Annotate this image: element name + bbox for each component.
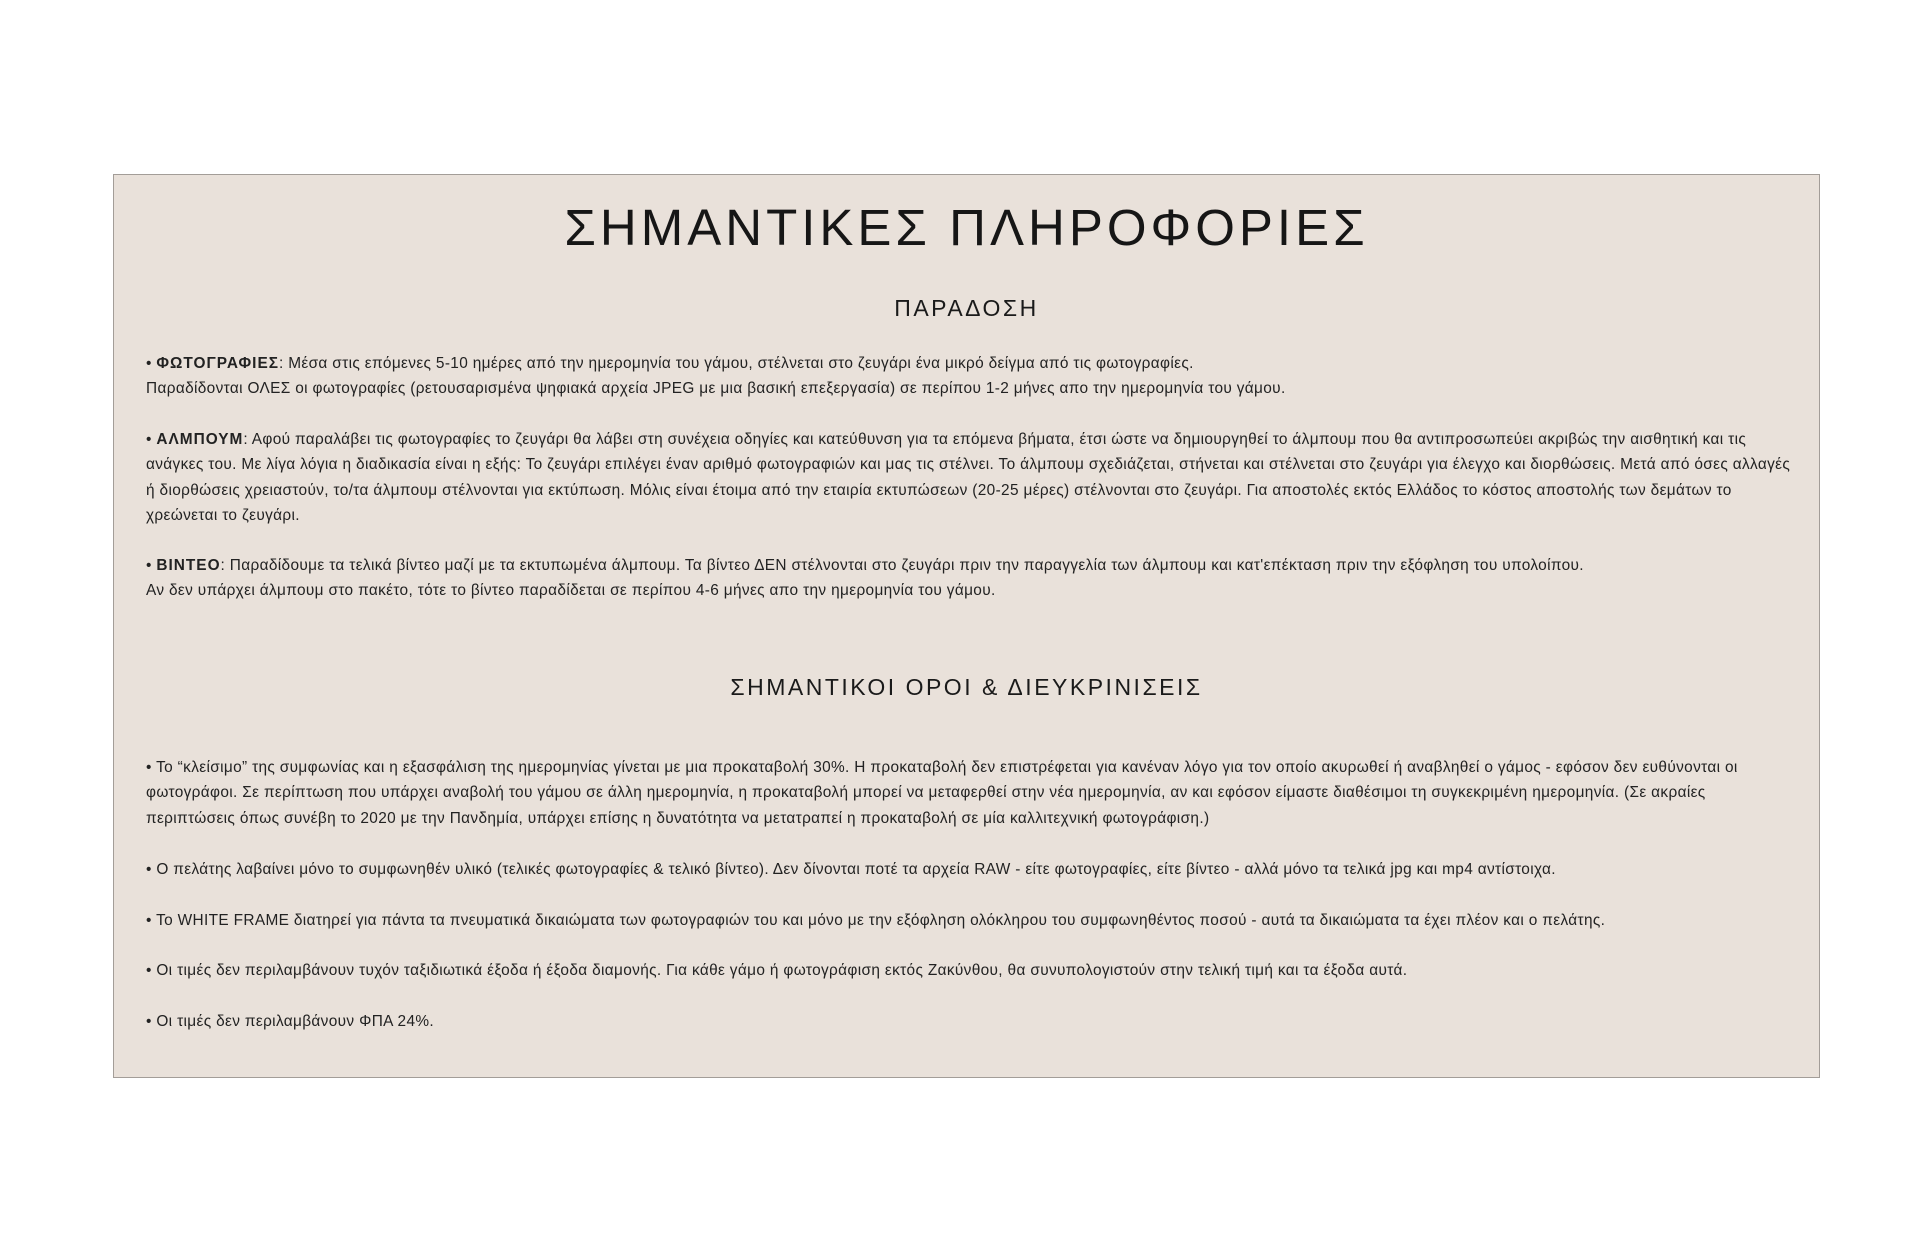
video-text-1: : Παραδίδουμε τα τελικά βίντεο μαζί με τα εκτυπωμένα άλμπουμ. Τα βίντεο ΔΕΝ στέλνονται στο ζευγάρι πριν την παραγγελία των άλμπουμ και κατ'επέκταση πριν την εξόφληση του υπολοίπου. [220, 557, 1584, 574]
video-line-1 [146, 553, 1796, 578]
album-label: ΑΛΜΠΟΥΜ [156, 431, 244, 448]
terms-heading: ΣΗΜΑΝΤΙΚΟΙ ΟΡΟΙ & ΔΙΕΥΚΡΙΝΙΣΕΙΣ [730, 674, 1203, 700]
album-body: : Αφού παραλάβει τις φωτογραφίες το ζευγάρι θα λάβει στη συνέχεια οδηγίες και κατεύθυνση για τα επόμενα βήματα, έτσι ώστε να δημιουργηθεί το άλμπουμ που θα αντιπροσωπεύει ακριβώς την αισθητική και τις ανάγκες του. Με λίγα λόγια η διαδικασία είναι η εξής: Το ζευγάρι επιλέγει έναν αριθμό φωτογραφιών και μας τις στέλνει. Το άλμπουμ σχεδιάζεται, στήνεται και στέλνεται στο ζευγάρι για έλεγχο και διορθώσεις. Μετά από όσες αλλαγές ή διορθώσεις χρειαστούν, το/τα άλμπουμ στέλνονται για εκτύπωση. Μόλις είναι έτοιμα από την εταιρία εκτυπώσεων (20-25 μέρες) στέλνονται στο ζευγάρι. Για αποστολές εκτός Ελλάδος το κόστος αποστολής των δεμάτων το χρεώνεται το ζευγάρι. [146, 431, 1791, 524]
terms-item-deposit [146, 755, 1796, 831]
terms-item-text: • Οι τιμές δεν περιλαμβάνουν ΦΠΑ 24%. [146, 1013, 435, 1030]
delivery-heading: ΠΑΡΑΔΟΣΗ [894, 295, 1039, 321]
bullet: • [146, 557, 152, 574]
album-text [146, 427, 1796, 528]
terms-item-text: • Το WHITE FRAME διατηρεί για πάντα τα πνευματικά δικαιώματα των φωτογραφιών του και μόνο με την εξόφληση ολόκληρου του συμφωνηθέντος ποσού - αυτά τα δικαιώματα τα έχει πλέον και ο πελάτης. [146, 912, 1606, 929]
page-title: ΣΗΜΑΝΤΙΚΕΣ ΠΛΗΡΟΦΟΡΙΕΣ [564, 199, 1369, 256]
terms-item-text: • Ο πελάτης λαβαίνει μόνο το συμφωνηθέν υλικό (τελικές φωτογραφίες & τελικό βίντεο). Δεν δίνονται ποτέ τα αρχεία RAW - είτε φωτογραφίες, είτε βίντεο - αλλά μόνο τα τελικά jpg και mp4 αντίστοιχα. [146, 861, 1556, 878]
photos-line-2: Παραδίδονται ΟΛΕΣ οι φωτογραφίες (ρετουσαρισμένα ψηφιακά αρχεία JPEG με μια βασική επεξεργασία) σε περίπου 1-2 μήνες απο την ημερομηνία του γάμου. [146, 380, 1286, 398]
video-line-2: Αν δεν υπάρχει άλμπουμ στο πακέτο, τότε το βίντεο παραδίδεται σε περίπου 4-6 μήνες απο την ημερομηνία του γάμου. [146, 582, 996, 600]
terms-item-copyright [146, 908, 1796, 933]
terms-item-vat [146, 1009, 1796, 1034]
photos-text-1: : Μέσα στις επόμενες 5-10 ημέρες από την ημερομηνία του γάμου, στέλνεται στο ζευγάρι ένα μικρό δείγμα από τις φωτογραφίες. [278, 355, 1194, 372]
terms-item-travel-costs [146, 958, 1796, 983]
terms-item-text: • Οι τιμές δεν περιλαμβάνουν τυχόν ταξιδιωτικά έξοδα ή έξοδα διαμονής. Για κάθε γάμο ή φωτογράφιση εκτός Ζακύνθου, θα συνυπολογιστούν στην τελική τιμή και τα έξοδα αυτά. [146, 962, 1408, 979]
bullet: • [146, 431, 152, 448]
video-label: ΒΙΝΤΕΟ [156, 557, 221, 574]
delivery-photos-paragraph [146, 351, 1796, 402]
delivery-video-paragraph [146, 553, 1796, 604]
info-panel [113, 174, 1820, 1078]
terms-item-raw-files [146, 857, 1796, 882]
photos-label: ΦΩΤΟΓΡΑΦΙΕΣ [156, 355, 279, 372]
terms-item-text: • Το “κλείσιμο” της συμφωνίας και η εξασφάλιση της ημερομηνίας γίνεται με μια προκαταβολή 30%. Η προκαταβολή δεν επιστρέφεται για κανέναν λόγο για τον οποίο ακυρωθεί ή αναβληθεί ο γάμος - εφόσον δεν ευθύνονται οι φωτογράφοι. Σε περίπτωση που υπάρχει αναβολή του γάμου σε άλλη ημερομηνία, η προκαταβολή μπορεί να μεταφερθεί στην νέα ημερομηνία, αν και εφόσον είμαστε διαθέσιμοι τη συγκεκριμένη ημερομηνία. (Σε ακραίες περιπτώσεις όπως συνέβη το 2020 με την Πανδημία, υπάρχει επίσης η δυνατότητα να μετατραπεί η προκαταβολή σε μία καλλιτεχνική φωτογράφιση.) [146, 759, 1738, 827]
bullet: • [146, 355, 152, 372]
delivery-album-paragraph [146, 427, 1796, 528]
photos-line-1 [146, 351, 1796, 376]
